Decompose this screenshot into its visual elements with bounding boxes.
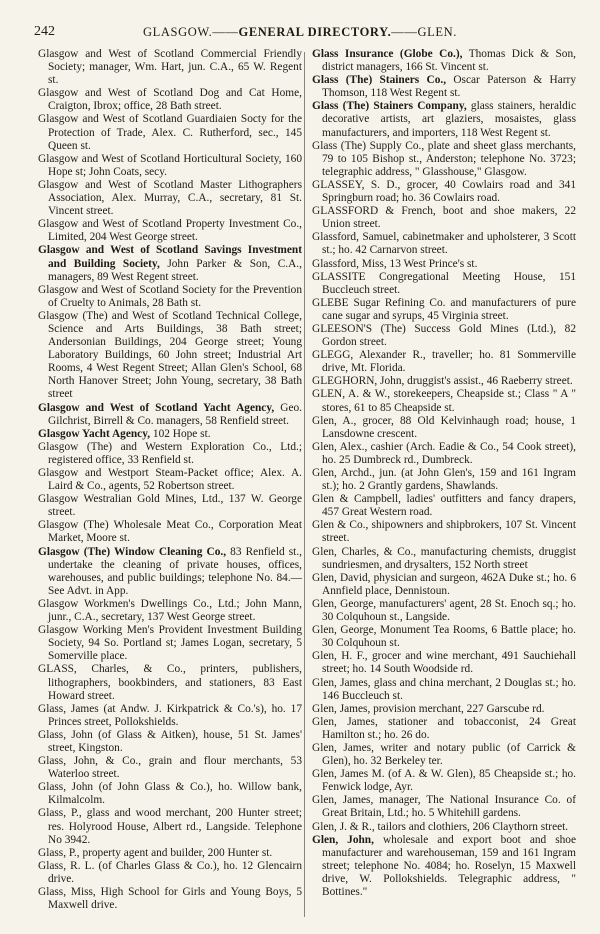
directory-entry	[38, 441, 302, 467]
entry-text: Glasgow and West of Scotland Horticultural Society, 160 Hope st; John Coats, secy.	[38, 152, 302, 178]
directory-entry	[312, 258, 576, 271]
directory-entry	[38, 310, 302, 402]
directory-entry	[312, 205, 576, 231]
entry-text: Glass, John (of John Glass & Co.), ho. Willow bank, Kilmalcolm.	[38, 781, 302, 807]
entry-text: Glen, James, manager, The National Insurance Co. of Great Britain, Ltd.; ho. 5 Whitehill gardens.	[312, 794, 576, 820]
entry-name: Glen, John,	[312, 833, 374, 846]
entry-text: Oscar Paterson & Harry Thomson, 118 West Regent st.	[322, 74, 576, 100]
entry-text: Glen, H. F., grocer and wine merchant, 491 Sauchiehall street; ho. 14 South Woodside rd.	[312, 650, 576, 676]
entry-text: Glen & Co., shipowners and shipbrokers, 107 St. Vincent street.	[312, 519, 576, 545]
entry-name: Glasgow (The) Window Cleaning Co.,	[38, 545, 227, 558]
directory-entry	[38, 546, 302, 598]
directory-entry	[312, 519, 576, 545]
directory-entry	[38, 218, 302, 244]
entry-text: Glen, David, physician and surgeon, 462A Duke st.; ho. 6 Annfield place, Dennistoun.	[312, 571, 576, 597]
directory-entry	[38, 781, 302, 807]
directory-entry	[38, 663, 302, 702]
entry-text: Glen, Charles, & Co., manufacturing chemists, druggist sundriesmen, and drysalters, 152 North street	[312, 545, 576, 571]
entry-text: Glass, Miss, High School for Girls and Young Boys, 5 Maxwell drive.	[38, 886, 302, 912]
entry-text: John Parker & Son, C.A., managers, 89 West Regent street.	[48, 257, 302, 283]
entry-text: Glen, A., grocer, 88 Old Kelvinhaugh road; house, 1 Lansdowne crescent.	[312, 414, 576, 440]
directory-entry	[312, 834, 576, 899]
column-divider	[304, 52, 305, 917]
directory-entry	[38, 402, 302, 428]
entry-text: Glass, P., glass and wood merchant, 200 Hunter street; res. Holyrood House, Albert rd., Langside. Telephone No 3942.	[38, 807, 302, 846]
directory-entry	[312, 677, 576, 703]
entry-text: Glen, George, Monument Tea Rooms, 6 Battle place; ho. 30 Colquhoun st.	[312, 624, 576, 650]
entry-text: GLASSFORD & French, boot and shoe makers, 22 Union street.	[312, 205, 576, 231]
entry-text: Glasgow (The) Wholesale Meat Co., Corporation Meat Market, Moore st.	[38, 519, 302, 545]
directory-entry	[312, 349, 576, 375]
entry-text: Glen, James M. (of A. & W. Glen), 85 Cheapside st.; ho. Fenwick lodge, Ayr.	[312, 768, 576, 794]
directory-entry	[38, 598, 302, 624]
entry-name: Glass (The) Stainers Co.,	[312, 74, 447, 87]
entry-text: Glass, John (of Glass & Aitken), house, 51 St. James' street, Kingston.	[38, 728, 302, 754]
entry-text: 83 Renfield st., undertake the cleaning of private houses, offices, warehouses, and public buildings; telephone No. 84.—See Advt. in App.	[48, 545, 302, 597]
entry-text: Glasgow Working Men's Provident Investment Building Society, 94 So. Portland st; James Logan, secretary, 5 Somerville place.	[38, 624, 302, 663]
directory-entry	[38, 244, 302, 283]
directory-entry	[312, 271, 576, 297]
entry-text: Glass, P., property agent and builder, 200 Hunter st.	[38, 846, 273, 859]
entry-text: 102 Hope st.	[152, 427, 211, 440]
directory-entry	[38, 284, 302, 310]
entry-text: Glen & Campbell, ladies' outfitters and fancy drapers, 457 Great Western road.	[312, 493, 576, 519]
entry-text: Glasgow and West of Scotland Property Investment Co., Limited, 204 West George street.	[38, 218, 302, 244]
directory-entry	[312, 768, 576, 794]
entry-name: Glasgow and West of Scotland Yacht Agency,	[38, 401, 275, 414]
entry-text: Glen, James, writer and notary public (of Carrick & Glen), ho. 32 Berkeley ter.	[312, 741, 576, 768]
directory-entry	[312, 415, 576, 441]
running-head-right: GLEN.	[417, 25, 457, 39]
entry-text: Glasgow and Westport Steam-Packet office; Alex. A. Laird & Co., agents, 52 Robertson street.	[38, 467, 302, 493]
entry-name: Glasgow and West of Scotland Savings Investment and Building Society,	[38, 244, 302, 270]
directory-entry	[38, 113, 302, 152]
directory-entry	[38, 48, 302, 87]
directory-entry	[38, 703, 302, 729]
entry-text: wholesale and export boot and shoe manufacturer and warehouseman, 159 and 161 Ingram street; telephone No. 4084; ho. Roselyn, 15 Maxwell drive, W. Pollokshields. Telegraphic address, " Bottines."	[322, 833, 576, 898]
entry-text: Glasgow and West of Scotland Society for the Prevention of Cruelty to Animals, 28 Bath st.	[38, 283, 302, 309]
directory-entry	[312, 821, 576, 834]
entry-text: Glasgow (The) and Western Exploration Co., Ltd.; registered office, 33 Renfield st.	[38, 440, 302, 466]
entry-text: GLASS, Charles, & Co., printers, publishers, lithographers, bookbinders, and stationers, 83 East Howard street.	[38, 663, 302, 702]
directory-entry	[312, 546, 576, 572]
entry-text: Glasgow (The) and West of Scotland Technical College, Science and Arts Buildings, 38 Bath street; Andersonian Buildings, 204 George street; Young Laboratory Buildings, 60 John street; Industrial Art Rooms, 4 West Regent Street; Allan Glen's School, 68 North Hanover Street; John Young, secretary, 38 Bath street	[38, 309, 302, 401]
directory-entry	[312, 703, 576, 716]
directory-entry	[312, 388, 576, 414]
directory-entry	[312, 441, 576, 467]
entry-name: Glasgow Yacht Agency,	[38, 427, 151, 440]
entry-text: Glen, James, stationer and tobacconist, 24 Great Hamilton st.; ho. 26 do.	[312, 715, 576, 741]
running-head-left: GLASGOW.	[143, 25, 213, 39]
entry-text: Glass, John, & Co., grain and flour merchants, 53 Waterloo street.	[38, 755, 302, 781]
page-header	[14, 24, 586, 44]
entry-text: Glasgow and West of Scotland Guardiaien Socty for the Protection of Trade, Alex. C. Rutherford, sec., 145 Queen st.	[38, 113, 302, 152]
directory-entry	[38, 755, 302, 781]
entry-text: Glasgow and West of Scotland Dog and Cat Home, Craigton, Ibrox; office, 28 Bath street.	[38, 87, 302, 113]
directory-entry	[312, 231, 576, 257]
directory-entry	[312, 48, 576, 74]
entry-text: Glasgow and West of Scotland Commercial Friendly Society; manager, Wm. Hart, jun. C.A., 65 W. Regent st.	[38, 48, 302, 87]
entry-text: Glass, James (at Andw. J. Kirkpatrick & Co.'s), ho. 17 Princes street, Pollokshields.	[38, 702, 302, 728]
directory-entry	[312, 74, 576, 100]
directory-entry	[312, 716, 576, 742]
directory-entry	[38, 860, 302, 886]
directory-entry	[312, 140, 576, 179]
directory-entry	[312, 297, 576, 323]
left-column	[38, 48, 302, 912]
entry-text: Glasgow Workmen's Dwellings Co., Ltd.; John Mann, junr., C.A., secretary, 137 West George street.	[38, 597, 302, 624]
directory-entry	[38, 428, 302, 441]
directory-entry	[312, 598, 576, 624]
entry-text: Glass, R. L. (of Charles Glass & Co.), ho. 12 Glencairn drive.	[38, 859, 302, 885]
entry-text: Thomas Dick & Son, district managers, 166 St. Vincent st.	[322, 48, 576, 74]
directory-entry	[38, 519, 302, 545]
entry-text: Glen, James, glass and china merchant, 2 Douglas st.; ho. 146 Buccleuch st.	[312, 676, 576, 702]
directory-entry	[312, 179, 576, 205]
entry-text: Glen, James, provision merchant, 227 Garscube rd.	[312, 702, 545, 715]
entry-text: Glen, Archd., jun. (at John Glen's, 159 and 161 Ingram st.); ho. 2 Grantly gardens, Shawlands.	[312, 467, 576, 493]
entry-name: Glass Insurance (Globe Co.),	[312, 48, 463, 60]
directory-entry	[38, 729, 302, 755]
directory-entry	[38, 493, 302, 519]
entry-text: glass stainers, heraldic decorative artists, art glaziers, mosaistes, glass manufacturers, and importers, 118 West Regent st.	[322, 100, 576, 139]
entry-text: Glassford, Samuel, cabinetmaker and upholsterer, 3 Scott st.; ho. 42 Carnarvon street.	[312, 231, 576, 257]
entry-text: Glass (The) Supply Co., plate and sheet glass merchants, 79 to 105 Bishop st., Anderston; telephone No. 3723; telegraphic address, " Glasshouse," Glasgow.	[312, 139, 576, 178]
directory-entry	[38, 886, 302, 912]
directory-entry	[38, 87, 302, 113]
directory-entry	[312, 650, 576, 676]
entry-name: Glass (The) Stainers Company,	[312, 100, 467, 113]
directory-entry	[38, 153, 302, 179]
entry-text: Glen, George, manufacturers' agent, 28 St. Enoch sq.; ho. 30 Colquhoun st., Langside.	[312, 597, 576, 624]
entry-text: Glen, Alex., cashier (Arch. Eadie & Co., 54 Cook street), ho. 25 Dumbreck rd., Dumbreck.	[312, 440, 576, 466]
entry-text: GLEN, A. & W., storekeepers, Cheapside st.; Class " A " stores, 61 to 85 Cheapside st.	[312, 388, 576, 414]
entry-text: GLASSITE Congregational Meeting House, 151 Buccleuch street.	[312, 270, 576, 296]
entry-text: GLEBE Sugar Refining Co. and manufacturers of pure cane sugar and syrups, 45 Virginia street.	[312, 296, 576, 322]
directory-entry	[312, 100, 576, 139]
running-head-section: GENERAL DIRECTORY.	[238, 25, 392, 39]
entry-text: Geo. Gilchrist, Birrell & Co. managers, 58 Renfield street.	[48, 401, 302, 427]
page-number: 242	[34, 24, 55, 39]
entry-text: Glasgow Westralian Gold Mines, Ltd., 137 W. George street.	[38, 493, 302, 519]
directory-entry	[38, 847, 302, 860]
directory-entry	[38, 624, 302, 663]
running-head: GLASGOW.——GENERAL DIRECTORY.——GLEN.	[143, 25, 457, 39]
directory-entry	[38, 467, 302, 493]
entry-text: Glen, J. & R., tailors and clothiers, 206 Claythorn street.	[312, 820, 569, 833]
directory-entry	[312, 624, 576, 650]
directory-entry	[312, 323, 576, 349]
entry-text: Glasgow and West of Scotland Master Lithographers Association, Alex. Murray, C.A., secretary, 81 St. Vincent street.	[38, 178, 302, 218]
directory-entry	[38, 179, 302, 218]
directory-entry	[312, 794, 576, 820]
entry-text: GLEGHORN, John, druggist's assist., 46 Raeberry street.	[312, 375, 573, 388]
directory-entry	[312, 493, 576, 519]
directory-entry	[38, 807, 302, 846]
directory-entry	[312, 742, 576, 768]
entry-text: GLEESON'S (The) Success Gold Mines (Ltd.), 82 Gordon street.	[312, 322, 576, 349]
entry-text: Glassford, Miss, 13 West Prince's st.	[312, 257, 478, 270]
entry-text: GLASSEY, S. D., grocer, 40 Cowlairs road and 341 Springburn road; ho. 36 Cowlairs road.	[312, 178, 576, 205]
right-column	[312, 48, 576, 899]
directory-entry	[312, 572, 576, 598]
directory-entry	[312, 467, 576, 493]
entry-text: GLEGG, Alexander R., traveller; ho. 81 Sommerville drive, Mt. Florida.	[312, 349, 576, 375]
directory-entry	[312, 375, 576, 388]
